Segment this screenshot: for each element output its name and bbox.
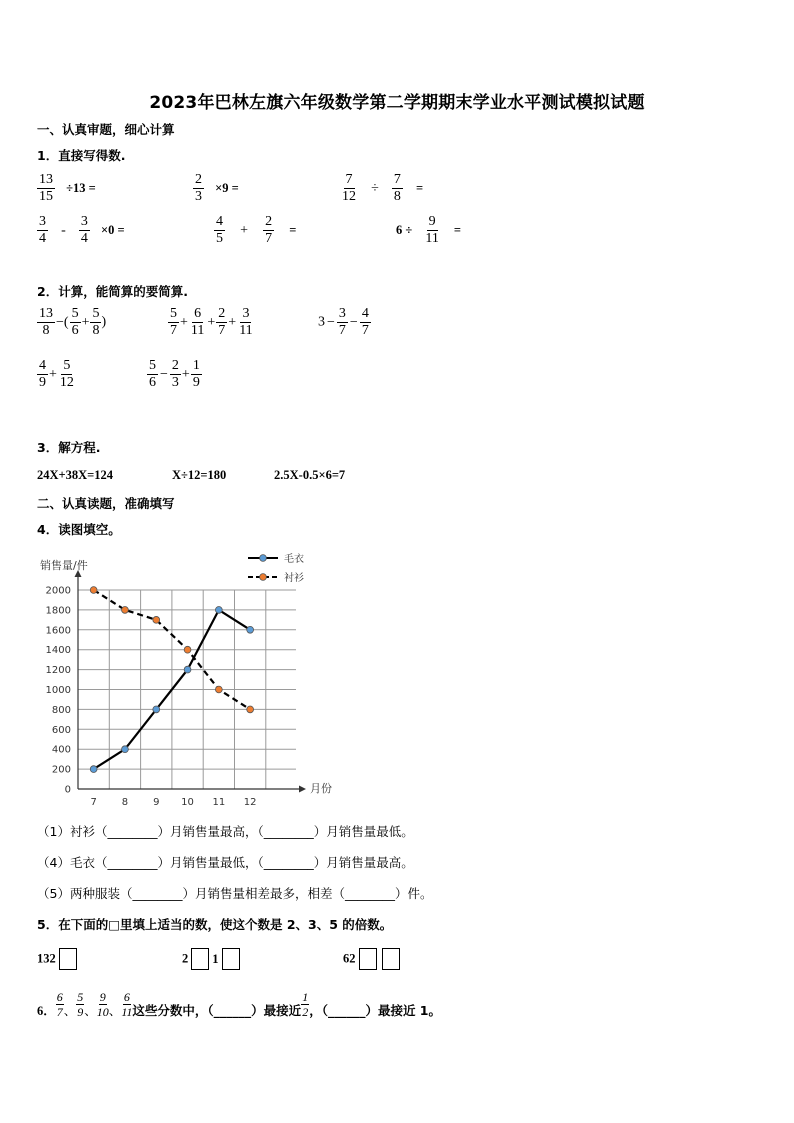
q3-eq-2: X÷12=180 (172, 468, 227, 482)
q1-item-3: $\frac{7}{12}$ ÷ $\frac{7}{8}$ = (342, 172, 424, 204)
y-tick-label: 600 (51, 724, 71, 736)
y-axis-label: 销售量/件 (40, 559, 88, 572)
q6-line: 6． $\frac{6}{7}$ 、 $\frac{5}{9}$ 、 $\frac{9}{10}$ 、 $\frac{6}{11}$ 这些分数中，（______）最接近 $\frac{1}{2}$ ，（______）最接近 1。 (37, 990, 441, 1019)
x-tick-label: 7 (90, 797, 97, 808)
answer-box[interactable] (191, 948, 209, 970)
q1-item-1: $\frac{13}{15}$ ÷13 = (39, 172, 96, 204)
q1-item-2: $\frac{2}{3}$ ×9 = (195, 172, 239, 204)
q3-eq-1: 24X+38X=124 (37, 468, 114, 482)
section-2-heading: 二、认真读题，准确填写 (37, 496, 175, 511)
q4-line-2: （4）毛衣（________）月销售量最低，（________）月销售量最高。 (37, 855, 414, 870)
q5-number-3: 62 (343, 948, 400, 970)
data-point (122, 746, 129, 753)
y-tick-label: 800 (51, 704, 71, 716)
data-point (247, 626, 254, 633)
q1-label: 1．直接写得数. (37, 148, 126, 163)
legend-label: 衬衫 (284, 573, 304, 584)
q5-number-2: 2 1 (182, 948, 240, 970)
answer-box[interactable] (59, 948, 77, 970)
y-tick-label: 1400 (45, 645, 71, 657)
y-tick-label: 400 (51, 744, 71, 756)
sales-line-chart (30, 548, 350, 810)
page-title: 2023年巴林左旗六年级数学第二学期期末学业水平测试模拟试题 (149, 93, 645, 113)
data-point (215, 686, 222, 693)
x-tick-label: 9 (153, 797, 160, 808)
q4-line-3: （5）两种服装（________）月销售量相差最多，相差（________）件。 (37, 886, 433, 901)
q1-item-5: $\frac{4}{5}$ + $\frac{2}{7}$ = (216, 214, 297, 246)
section-1-heading: 一、认真审题，细心计算 (37, 122, 175, 137)
q3-label: 3．解方程. (37, 440, 101, 455)
y-tick-label: 1800 (45, 605, 71, 617)
data-point (184, 646, 191, 653)
y-tick-label: 200 (51, 764, 71, 776)
data-point (153, 616, 160, 623)
q2-expr-1: $\frac{13}{8}$ −( $\frac{5}{6}$ + $\frac{5}{8}$ ) (39, 306, 107, 338)
q2-expr-5: $\frac{5}{6}$ − $\frac{2}{3}$ + $\frac{1}{9}$ (149, 358, 200, 390)
q4-label: 4．读图填空。 (37, 522, 121, 537)
answer-box[interactable] (222, 948, 240, 970)
data-point (122, 607, 129, 614)
x-tick-label: 12 (243, 797, 257, 808)
q1-item-4: $\frac{3}{4}$ - $\frac{3}{4}$ ×0 = (39, 214, 125, 246)
q4-line-1: （1）衬衫（________）月销售量最高，（________）月销售量最低。 (37, 824, 414, 839)
q2-expr-4: $\frac{4}{9}$ + $\frac{5}{12}$ (39, 358, 74, 390)
x-axis-label: 月份 (310, 782, 332, 795)
data-point (247, 706, 254, 713)
q3-eq-3: 2.5X-0.5×6=7 (274, 468, 346, 482)
answer-box[interactable] (382, 948, 400, 970)
y-tick-label: 1000 (45, 685, 71, 696)
x-tick-label: 11 (212, 797, 226, 808)
legend-marker (260, 574, 267, 581)
legend-label: 毛衣 (284, 554, 304, 565)
x-tick-label: 10 (181, 797, 194, 808)
q2-label: 2．计算，能简算的要简算. (37, 284, 188, 299)
data-point (215, 607, 222, 614)
q5-label: 5．在下面的□里填上适当的数，使这个数是 2、3、5 的倍数。 (37, 917, 393, 932)
data-point (184, 666, 191, 673)
data-point (90, 587, 97, 594)
y-tick-label: 1600 (45, 625, 71, 637)
y-tick-label: 1200 (45, 665, 71, 677)
q2-expr-3: 3 − $\frac{3}{7}$ − $\frac{4}{7}$ (318, 306, 369, 338)
legend-marker (260, 555, 267, 562)
data-point (90, 766, 97, 773)
q1-item-6: 6 ÷ $\frac{9}{11}$ = (396, 214, 462, 246)
y-tick-label: 0 (64, 784, 71, 796)
x-axis-arrow (299, 786, 306, 793)
y-tick-label: 2000 (45, 585, 71, 597)
answer-box[interactable] (359, 948, 377, 970)
data-point (153, 706, 160, 713)
q5-number-1: 132 (37, 948, 77, 970)
q2-expr-2: $\frac{5}{7}$ + $\frac{6}{11}$ + $\frac{2}{7}$ + $\frac{3}{11}$ (170, 306, 253, 338)
x-tick-label: 8 (121, 797, 129, 808)
